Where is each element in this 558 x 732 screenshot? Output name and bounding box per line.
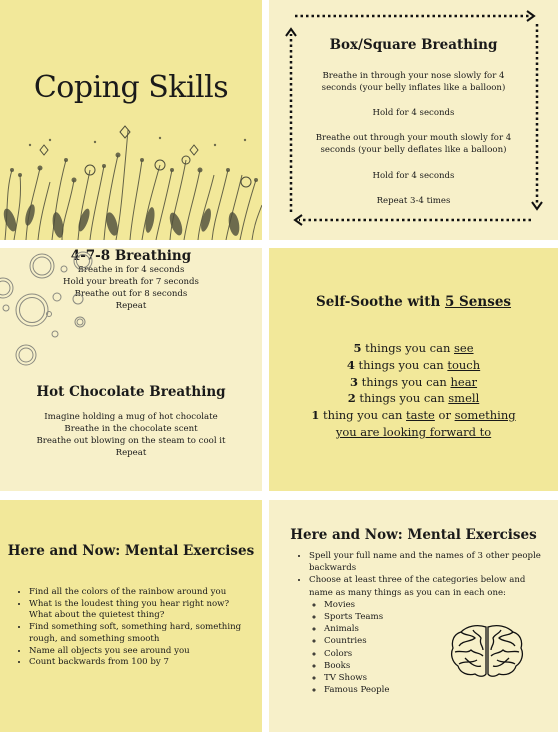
category-item: ◦ Books (324, 660, 549, 672)
senses-title-prefix: Self-Soothe with (315, 294, 445, 310)
category-item: ◦ Countries (324, 635, 549, 647)
hot-chocolate-line: Repeat (115, 448, 147, 458)
category-item: ◦ Sports Teams (324, 611, 549, 623)
breathing-478-line: Hold your breath for 7 seconds (63, 277, 199, 287)
page-title: Coping Skills (33, 70, 229, 105)
list-item: • Spell your full name and the names of 3 other people backwards (309, 550, 549, 574)
breathing-techniques-panel (0, 248, 262, 491)
list-item: • What is the loudest thing you hear right now? What about the quietest thing? (29, 599, 254, 622)
sense-item: 3 things you can hear (349, 374, 478, 389)
sense-item: 5 things you can see (353, 341, 474, 355)
box-step-3: Breathe out through your mouth slowly for 4 seconds (your belly deflates like a balloon) (315, 133, 512, 155)
list-item: • Choose at least three of the categories below and name as many things as you can in each one: ◦ Movies ◦ Sports Teams ◦ Animals ◦ Countries ◦ Colors ◦ Books ◦ TV Shows ◦ Famous People (309, 574, 549, 696)
category-item: ◦ Colors (324, 648, 549, 660)
list-item: • Find all the colors of the rainbow around you (29, 587, 254, 599)
senses-list (269, 340, 558, 441)
list-item: • Name all objects you see around you (29, 646, 254, 658)
senses-title (269, 294, 558, 310)
box-breathing-panel (269, 0, 558, 240)
breathing-478-title: 4-7-8 Breathing (70, 248, 192, 264)
sense-item: 4 things you can touch (346, 357, 481, 372)
category-item: ◦ Animals (324, 623, 549, 635)
mental-exercises-panel-2 (269, 500, 558, 732)
senses-title-underlined: 5 Senses (444, 294, 512, 310)
category-item: ◦ Movies (324, 599, 549, 611)
hot-chocolate-steps (0, 411, 262, 459)
sense-item: 1 thing you can taste or something (311, 408, 516, 423)
title-panel (0, 0, 262, 240)
mental-exercises-title-1: Here and Now: Mental Exercises (7, 543, 255, 559)
box-step-4: Hold for 4 seconds (372, 171, 455, 181)
hot-chocolate-line: Breathe in the chocolate scent (64, 424, 198, 434)
mental-exercises-panel-1 (0, 500, 262, 732)
five-senses-panel (269, 248, 558, 491)
list-item: • Count backwards from 100 by 7 (29, 657, 254, 669)
category-item: ◦ TV Shows (324, 672, 549, 684)
list-item: • Find something soft, something hard, something rough, and something smooth (29, 622, 254, 645)
hot-chocolate-title: Hot Chocolate Breathing (36, 384, 226, 400)
bubbles-illustration (0, 248, 110, 378)
box-step-5: Repeat 3-4 times (376, 196, 451, 206)
breathing-478-line: Repeat (115, 301, 147, 311)
sense-item-continuation: you are looking forward to (335, 424, 492, 439)
mental-exercises-title-2: Here and Now: Mental Exercises (290, 527, 537, 543)
breathing-478-line: Breathe in for 4 seconds (77, 265, 185, 275)
hot-chocolate-line: Breathe out blowing on the steam to cool it (36, 436, 226, 446)
sense-item: 2 things you can smell (347, 391, 480, 406)
box-step-2: Hold for 4 seconds (372, 108, 455, 118)
box-breathing-title: Box/Square Breathing (329, 37, 498, 53)
brain-icon (449, 624, 525, 678)
hot-chocolate-line: Imagine holding a mug of hot chocolate (44, 412, 218, 422)
breathing-478-line: Breathe out for 8 seconds (74, 289, 188, 299)
box-step-1: Breathe in through your nose slowly for 4 seconds (your belly inflates like a balloon) (321, 71, 506, 93)
mental-exercises-list-1 (29, 587, 254, 669)
category-item: ◦ Famous People (324, 684, 549, 696)
wildflowers-illustration (0, 120, 262, 240)
